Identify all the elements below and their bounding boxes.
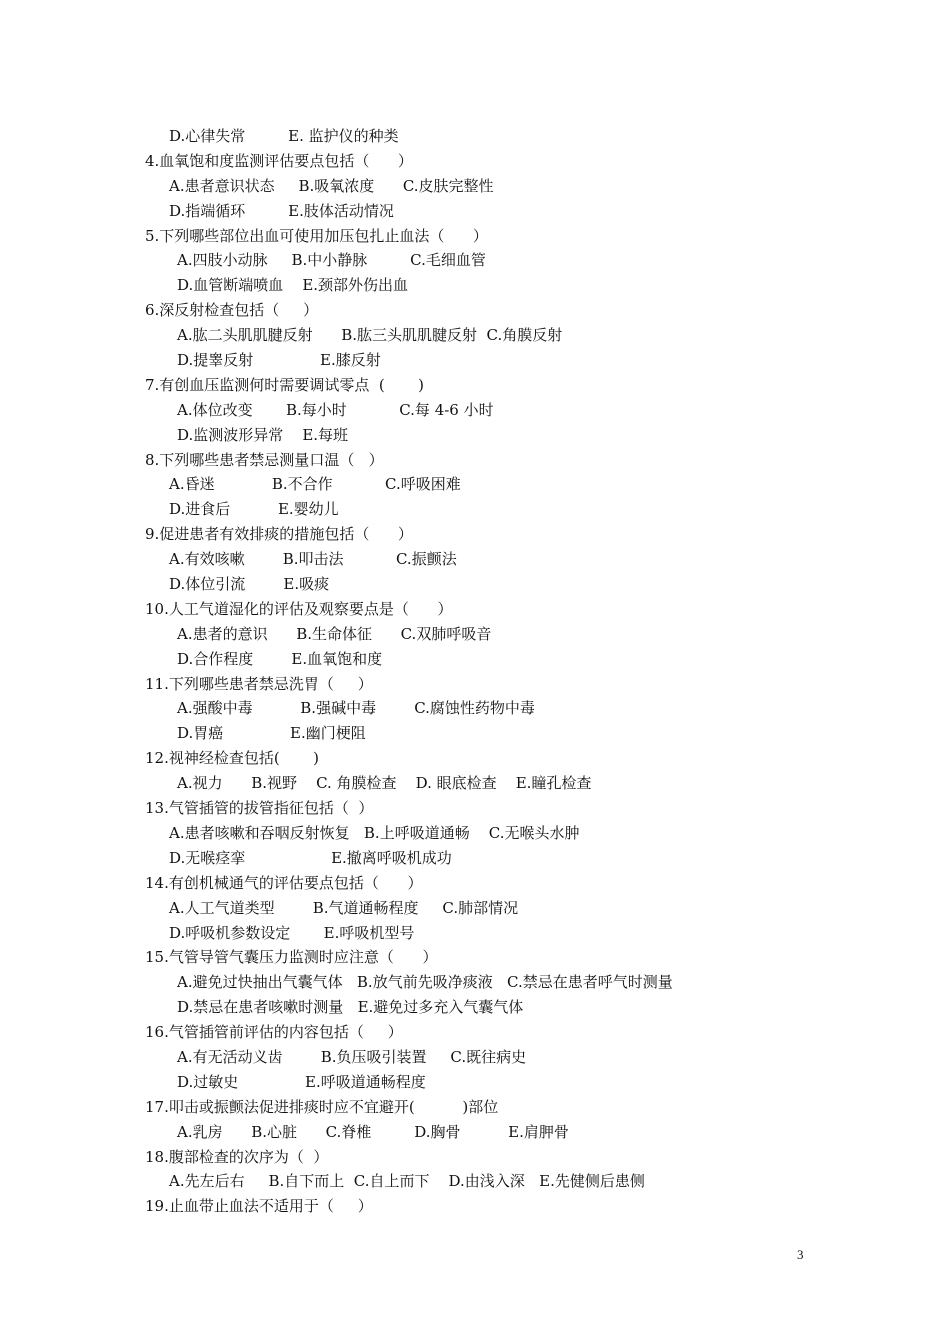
answer-options: D.过敏史 E.呼吸道通畅程度 xyxy=(177,1072,426,1091)
answer-options: D.呼吸机参数设定 E.呼吸机型号 xyxy=(169,923,415,942)
answer-options: A.人工气道类型 B.气道通畅程度 C.肺部情况 xyxy=(169,898,519,917)
answer-options: A.四肢小动脉 B.中小静脉 C.毛细血管 xyxy=(177,251,486,270)
question-stem: 9.促进患者有效排痰的措施包括（ ） xyxy=(145,525,413,544)
question-stem: 10.人工气道湿化的评估及观察要点是（ ） xyxy=(145,599,453,618)
question-stem: 11.下列哪些患者禁忌洗胃（ ） xyxy=(145,674,373,693)
answer-options: D.进食后 E.婴幼儿 xyxy=(169,500,339,519)
answer-options: A.患者的意识 B.生命体征 C.双肺呼吸音 xyxy=(177,624,492,643)
answer-options: A.体位改变 B.每小时 C.每 4-6 小时 xyxy=(177,400,494,419)
question-stem: 18.腹部检查的次序为（ ） xyxy=(145,1147,329,1166)
answer-options: D.提睾反射 E.膝反射 xyxy=(177,351,381,370)
answer-options: D.禁忌在患者咳嗽时测量 E.避免过多充入气囊气体 xyxy=(177,998,524,1017)
answer-options: A.强酸中毒 B.强碱中毒 C.腐蚀性药物中毒 xyxy=(177,699,535,718)
question-list xyxy=(145,124,865,1219)
answer-options: A.肱二头肌肌腱反射 B.肱三头肌肌腱反射 C.角膜反射 xyxy=(177,326,563,345)
answer-options: A.患者意识状态 B.吸氧浓度 C.皮肤完整性 xyxy=(169,176,494,195)
question-stem: 17.叩击或振颤法促进排痰时应不宜避开( )部位 xyxy=(145,1097,499,1116)
answer-options: A.昏迷 B.不合作 C.呼吸困难 xyxy=(169,475,461,494)
answer-options: D.心律失常 E. 监护仪的种类 xyxy=(169,127,399,145)
question-stem: 6.深反射检查包括（ ） xyxy=(145,301,319,320)
answer-options: A.乳房 B.心脏 C.脊椎 D.胸骨 E.肩胛骨 xyxy=(177,1122,569,1141)
question-stem: 19.止血带止血法不适用于（ ） xyxy=(145,1197,373,1216)
answer-options: D.胃癌 E.幽门梗阻 xyxy=(177,724,366,743)
question-stem: 12.视神经检查包括( ) xyxy=(145,749,319,768)
page-number: 3 xyxy=(797,1247,804,1262)
question-stem: 14.有创机械通气的评估要点包括（ ） xyxy=(145,873,423,892)
question-stem: 7.有创血压监测何时需要调试零点 ( ) xyxy=(145,375,424,394)
answer-options: A.先左后右 B.自下而上 C.自上而下 D.由浅入深 E.先健侧后患侧 xyxy=(169,1172,645,1191)
question-stem: 5.下列哪些部位出血可使用加压包扎止血法（ ） xyxy=(145,226,488,245)
question-stem: 16.气管插管前评估的内容包括（ ） xyxy=(145,1023,403,1042)
answer-options: D.指端循环 E.肢体活动情况 xyxy=(169,201,394,220)
answer-options: A.有效咳嗽 B.叩击法 C.振颤法 xyxy=(169,550,457,569)
question-stem: 15.气管导管气囊压力监测时应注意（ ） xyxy=(145,948,438,967)
answer-options: A.有无活动义齿 B.负压吸引装置 C.既往病史 xyxy=(177,1047,527,1066)
answer-options: D.监测波形异常 E.每班 xyxy=(177,425,349,444)
question-stem: 13.气管插管的拔管指征包括（ ） xyxy=(145,799,374,818)
answer-options: D.血管断端喷血 E.颈部外伤出血 xyxy=(177,276,409,295)
answer-options: A.患者咳嗽和吞咽反射恢复 B.上呼吸道通畅 C.无喉头水肿 xyxy=(169,823,580,842)
question-stem: 8.下列哪些患者禁忌测量口温（ ） xyxy=(145,450,384,469)
question-stem: 4.血氧饱和度监测评估要点包括（ ） xyxy=(145,151,413,170)
answer-options: A.避免过快抽出气囊气体 B.放气前先吸净痰液 C.禁忌在患者呼气时测量 xyxy=(177,973,673,992)
answer-options: D.无喉痉挛 E.撤离呼吸机成功 xyxy=(169,848,452,867)
answer-options: D.体位引流 E.吸痰 xyxy=(169,575,330,594)
answer-options: D.合作程度 E.血氧饱和度 xyxy=(177,649,383,668)
answer-options: A.视力 B.视野 C. 角膜检查 D. 眼底检查 E.瞳孔检查 xyxy=(177,774,592,793)
